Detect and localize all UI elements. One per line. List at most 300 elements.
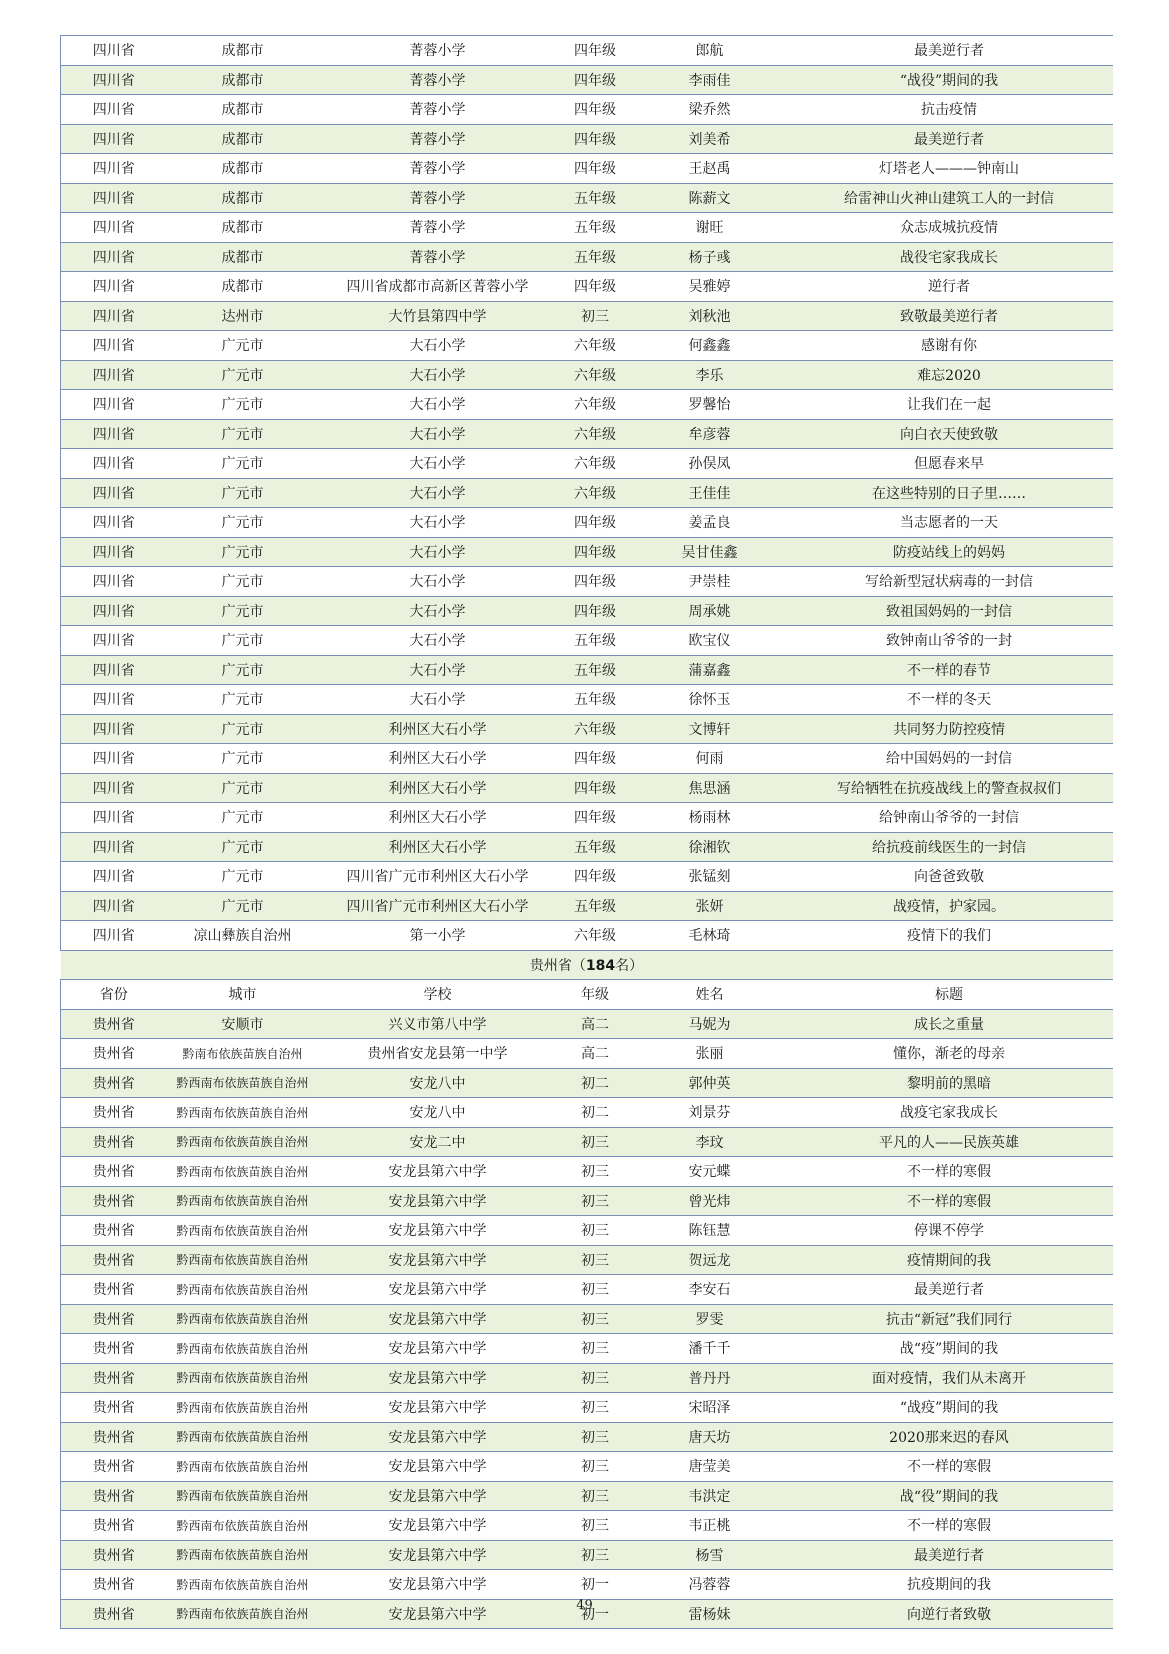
grade-cell: 六年级 xyxy=(557,449,634,479)
title-cell: 在这些特别的日子里…… xyxy=(786,478,1113,508)
name-cell: 安元蝶 xyxy=(634,1157,786,1187)
city-cell: 广元市 xyxy=(167,390,319,420)
province-cell: 贵州省 xyxy=(61,1452,167,1482)
title-cell: 战“疫”期间的我 xyxy=(786,1334,1113,1364)
document-page xyxy=(60,35,1112,1629)
school-cell: 大石小学 xyxy=(319,655,557,685)
province-cell: 四川省 xyxy=(61,862,167,892)
name-cell: 毛林琦 xyxy=(634,921,786,951)
grade-cell: 高二 xyxy=(557,1039,634,1069)
title-cell: 致祖国妈妈的一封信 xyxy=(786,596,1113,626)
province-cell: 贵州省 xyxy=(61,1216,167,1246)
city-cell: 广元市 xyxy=(167,862,319,892)
province-cell: 贵州省 xyxy=(61,1068,167,1098)
grade-cell: 四年级 xyxy=(557,95,634,125)
province-cell: 贵州省 xyxy=(61,1304,167,1334)
name-cell: 吴雅婷 xyxy=(634,272,786,302)
title-cell: 成长之重量 xyxy=(786,1009,1113,1039)
city-cell: 广元市 xyxy=(167,655,319,685)
name-cell: 周承姚 xyxy=(634,596,786,626)
section-title: 贵州省（184名） xyxy=(61,950,1113,980)
province-cell: 四川省 xyxy=(61,301,167,331)
city-cell: 广元市 xyxy=(167,331,319,361)
name-cell: 姜孟良 xyxy=(634,508,786,538)
title-cell: 黎明前的黑暗 xyxy=(786,1068,1113,1098)
grade-cell: 四年级 xyxy=(557,596,634,626)
title-cell: 战役宅家我成长 xyxy=(786,242,1113,272)
grade-cell: 四年级 xyxy=(557,862,634,892)
city-cell: 黔西南布依族苗族自治州 xyxy=(167,1422,319,1452)
name-cell: 蒲嘉鑫 xyxy=(634,655,786,685)
city-cell: 安顺市 xyxy=(167,1009,319,1039)
school-cell: 大石小学 xyxy=(319,508,557,538)
city-cell: 广元市 xyxy=(167,360,319,390)
name-cell: 韦洪定 xyxy=(634,1481,786,1511)
grade-cell: 六年级 xyxy=(557,478,634,508)
school-cell: 利州区大石小学 xyxy=(319,832,557,862)
school-cell: 大石小学 xyxy=(319,390,557,420)
name-cell: 李安石 xyxy=(634,1275,786,1305)
table-row xyxy=(61,1540,1113,1570)
table-row xyxy=(61,655,1113,685)
grade-cell: 五年级 xyxy=(557,626,634,656)
province-cell: 四川省 xyxy=(61,773,167,803)
grade-cell: 初三 xyxy=(557,1511,634,1541)
grade-cell: 初三 xyxy=(557,1422,634,1452)
table-row xyxy=(61,1039,1113,1069)
school-cell: 安龙县第六中学 xyxy=(319,1186,557,1216)
school-cell: 安龙县第六中学 xyxy=(319,1157,557,1187)
city-cell: 广元市 xyxy=(167,744,319,774)
table-row xyxy=(61,1127,1113,1157)
province-cell: 四川省 xyxy=(61,508,167,538)
name-cell: 孙俣凤 xyxy=(634,449,786,479)
province-cell: 四川省 xyxy=(61,95,167,125)
grade-cell: 初二 xyxy=(557,1068,634,1098)
table-row xyxy=(61,1098,1113,1128)
grade-cell: 五年级 xyxy=(557,891,634,921)
header-name: 姓名 xyxy=(634,980,786,1010)
title-cell: 战疫宅家我成长 xyxy=(786,1098,1113,1128)
province-cell: 四川省 xyxy=(61,213,167,243)
school-cell: 大石小学 xyxy=(319,596,557,626)
title-cell: 写给新型冠状病毒的一封信 xyxy=(786,567,1113,597)
grade-cell: 四年级 xyxy=(557,65,634,95)
school-cell: 菁蓉小学 xyxy=(319,95,557,125)
province-cell: 四川省 xyxy=(61,685,167,715)
table-row xyxy=(61,626,1113,656)
title-cell: 不一样的寒假 xyxy=(786,1157,1113,1187)
grade-cell: 四年级 xyxy=(557,803,634,833)
title-cell: 2020那来迟的春风 xyxy=(786,1422,1113,1452)
city-cell: 达州市 xyxy=(167,301,319,331)
grade-cell: 初一 xyxy=(557,1570,634,1600)
grade-cell: 四年级 xyxy=(557,36,634,66)
title-cell: 给钟南山爷爷的一封信 xyxy=(786,803,1113,833)
grade-cell: 初三 xyxy=(557,1304,634,1334)
city-cell: 黔西南布依族苗族自治州 xyxy=(167,1304,319,1334)
province-cell: 贵州省 xyxy=(61,1098,167,1128)
table-row xyxy=(61,1393,1113,1423)
table-row xyxy=(61,213,1113,243)
grade-cell: 五年级 xyxy=(557,242,634,272)
grade-cell: 五年级 xyxy=(557,213,634,243)
province-cell: 贵州省 xyxy=(61,1275,167,1305)
province-cell: 四川省 xyxy=(61,331,167,361)
name-cell: 李雨佳 xyxy=(634,65,786,95)
table-row xyxy=(61,921,1113,951)
city-cell: 成都市 xyxy=(167,213,319,243)
title-cell: 战疫情，护家园。 xyxy=(786,891,1113,921)
table-row xyxy=(61,1245,1113,1275)
name-cell: 牟彦蓉 xyxy=(634,419,786,449)
city-cell: 广元市 xyxy=(167,803,319,833)
school-cell: 安龙县第六中学 xyxy=(319,1393,557,1423)
school-cell: 安龙八中 xyxy=(319,1098,557,1128)
grade-cell: 六年级 xyxy=(557,419,634,449)
title-cell: 停课不停学 xyxy=(786,1216,1113,1246)
city-cell: 黔南布依族苗族自治州 xyxy=(167,1039,319,1069)
title-cell: 抗击“新冠”我们同行 xyxy=(786,1304,1113,1334)
table-row xyxy=(61,744,1113,774)
city-cell: 黔西南布依族苗族自治州 xyxy=(167,1481,319,1511)
province-cell: 四川省 xyxy=(61,419,167,449)
table-row xyxy=(61,862,1113,892)
school-cell: 贵州省安龙县第一中学 xyxy=(319,1039,557,1069)
name-cell: 陈薪文 xyxy=(634,183,786,213)
grade-cell: 四年级 xyxy=(557,272,634,302)
table-row xyxy=(61,301,1113,331)
title-cell: 战“役”期间的我 xyxy=(786,1481,1113,1511)
table-row xyxy=(61,390,1113,420)
school-cell: 菁蓉小学 xyxy=(319,183,557,213)
grade-cell: 初三 xyxy=(557,1393,634,1423)
title-cell: 最美逆行者 xyxy=(786,1275,1113,1305)
grade-cell: 初三 xyxy=(557,1245,634,1275)
title-cell: 防疫站线上的妈妈 xyxy=(786,537,1113,567)
title-cell: 让我们在一起 xyxy=(786,390,1113,420)
title-cell: 抗疫期间的我 xyxy=(786,1570,1113,1600)
city-cell: 黔西南布依族苗族自治州 xyxy=(167,1393,319,1423)
title-cell: 不一样的寒假 xyxy=(786,1511,1113,1541)
city-cell: 黔西南布依族苗族自治州 xyxy=(167,1068,319,1098)
province-cell: 四川省 xyxy=(61,183,167,213)
school-cell: 安龙县第六中学 xyxy=(319,1245,557,1275)
title-cell: 感谢有你 xyxy=(786,331,1113,361)
grade-cell: 初三 xyxy=(557,301,634,331)
province-cell: 贵州省 xyxy=(61,1481,167,1511)
city-cell: 黔西南布依族苗族自治州 xyxy=(167,1216,319,1246)
title-cell: “战役”期间的我 xyxy=(786,65,1113,95)
school-cell: 大石小学 xyxy=(319,419,557,449)
city-cell: 黔西南布依族苗族自治州 xyxy=(167,1275,319,1305)
title-cell: 向白衣天使致敬 xyxy=(786,419,1113,449)
school-cell: 利州区大石小学 xyxy=(319,803,557,833)
province-cell: 贵州省 xyxy=(61,1157,167,1187)
school-cell: 四川省成都市高新区菁蓉小学 xyxy=(319,272,557,302)
province-cell: 四川省 xyxy=(61,921,167,951)
awards-table xyxy=(60,35,1113,1629)
table-row xyxy=(61,1216,1113,1246)
school-cell: 菁蓉小学 xyxy=(319,124,557,154)
city-cell: 成都市 xyxy=(167,124,319,154)
name-cell: 罗馨怡 xyxy=(634,390,786,420)
table-row xyxy=(61,419,1113,449)
table-row xyxy=(61,242,1113,272)
city-cell: 黔西南布依族苗族自治州 xyxy=(167,1452,319,1482)
province-cell: 四川省 xyxy=(61,272,167,302)
table-row xyxy=(61,1481,1113,1511)
school-cell: 大石小学 xyxy=(319,626,557,656)
grade-cell: 初三 xyxy=(557,1452,634,1482)
school-cell: 安龙县第六中学 xyxy=(319,1275,557,1305)
school-cell: 大石小学 xyxy=(319,360,557,390)
name-cell: 李乐 xyxy=(634,360,786,390)
table-row xyxy=(61,508,1113,538)
city-cell: 广元市 xyxy=(167,508,319,538)
province-cell: 贵州省 xyxy=(61,1009,167,1039)
city-cell: 广元市 xyxy=(167,596,319,626)
grade-cell: 六年级 xyxy=(557,360,634,390)
province-cell: 四川省 xyxy=(61,803,167,833)
table-row xyxy=(61,183,1113,213)
province-cell: 贵州省 xyxy=(61,1363,167,1393)
table-row xyxy=(61,1422,1113,1452)
title-cell: 平凡的人——民族英雄 xyxy=(786,1127,1113,1157)
province-cell: 四川省 xyxy=(61,596,167,626)
table-row xyxy=(61,478,1113,508)
name-cell: 焦思涵 xyxy=(634,773,786,803)
city-cell: 成都市 xyxy=(167,65,319,95)
city-cell: 黔西南布依族苗族自治州 xyxy=(167,1186,319,1216)
city-cell: 成都市 xyxy=(167,154,319,184)
school-cell: 菁蓉小学 xyxy=(319,65,557,95)
grade-cell: 五年级 xyxy=(557,183,634,213)
province-cell: 四川省 xyxy=(61,124,167,154)
city-cell: 广元市 xyxy=(167,626,319,656)
table-row xyxy=(61,803,1113,833)
name-cell: 谢旺 xyxy=(634,213,786,243)
province-cell: 四川省 xyxy=(61,154,167,184)
city-cell: 黔西南布依族苗族自治州 xyxy=(167,1540,319,1570)
school-cell: 四川省广元市利州区大石小学 xyxy=(319,891,557,921)
table-row xyxy=(61,567,1113,597)
school-cell: 大石小学 xyxy=(319,478,557,508)
grade-cell: 六年级 xyxy=(557,331,634,361)
province-cell: 贵州省 xyxy=(61,1039,167,1069)
name-cell: 刘景芬 xyxy=(634,1098,786,1128)
name-cell: 王佳佳 xyxy=(634,478,786,508)
name-cell: 王赵禹 xyxy=(634,154,786,184)
header-province: 省份 xyxy=(61,980,167,1010)
name-cell: 罗雯 xyxy=(634,1304,786,1334)
grade-cell: 四年级 xyxy=(557,508,634,538)
grade-cell: 初三 xyxy=(557,1363,634,1393)
name-cell: 雷杨妹 xyxy=(634,1599,786,1629)
table-row xyxy=(61,1511,1113,1541)
school-cell: 菁蓉小学 xyxy=(319,213,557,243)
table-row xyxy=(61,596,1113,626)
school-cell: 大石小学 xyxy=(319,567,557,597)
name-cell: 郎航 xyxy=(634,36,786,66)
name-cell: 张锰刻 xyxy=(634,862,786,892)
grade-cell: 五年级 xyxy=(557,655,634,685)
table-row xyxy=(61,714,1113,744)
title-cell: 给雷神山火神山建筑工人的一封信 xyxy=(786,183,1113,213)
school-cell: 安龙县第六中学 xyxy=(319,1216,557,1246)
province-cell: 贵州省 xyxy=(61,1511,167,1541)
table-row xyxy=(61,1009,1113,1039)
section-count: 184 xyxy=(585,957,616,974)
title-cell: 不一样的春节 xyxy=(786,655,1113,685)
school-cell: 安龙县第六中学 xyxy=(319,1481,557,1511)
city-cell: 广元市 xyxy=(167,685,319,715)
school-cell: 菁蓉小学 xyxy=(319,154,557,184)
grade-cell: 六年级 xyxy=(557,921,634,951)
school-cell: 大石小学 xyxy=(319,685,557,715)
province-cell: 四川省 xyxy=(61,242,167,272)
city-cell: 黔西南布依族苗族自治州 xyxy=(167,1127,319,1157)
grade-cell: 初三 xyxy=(557,1127,634,1157)
table-row xyxy=(61,65,1113,95)
title-cell: 灯塔老人———钟南山 xyxy=(786,154,1113,184)
title-cell: 抗击疫情 xyxy=(786,95,1113,125)
title-cell: 最美逆行者 xyxy=(786,36,1113,66)
city-cell: 黔西南布依族苗族自治州 xyxy=(167,1334,319,1364)
title-cell: 但愿春来早 xyxy=(786,449,1113,479)
title-cell: 不一样的冬天 xyxy=(786,685,1113,715)
city-cell: 成都市 xyxy=(167,95,319,125)
header-city: 城市 xyxy=(167,980,319,1010)
school-cell: 利州区大石小学 xyxy=(319,744,557,774)
province-cell: 四川省 xyxy=(61,360,167,390)
province-cell: 贵州省 xyxy=(61,1570,167,1600)
table-row xyxy=(61,1334,1113,1364)
name-cell: 唐莹美 xyxy=(634,1452,786,1482)
province-cell: 贵州省 xyxy=(61,1393,167,1423)
province-cell: 贵州省 xyxy=(61,1245,167,1275)
province-cell: 贵州省 xyxy=(61,1334,167,1364)
grade-cell: 初三 xyxy=(557,1275,634,1305)
city-cell: 黔西南布依族苗族自治州 xyxy=(167,1511,319,1541)
name-cell: 曾光炜 xyxy=(634,1186,786,1216)
province-cell: 贵州省 xyxy=(61,1599,167,1629)
name-cell: 刘秋池 xyxy=(634,301,786,331)
name-cell: 刘美希 xyxy=(634,124,786,154)
title-cell: “战疫”期间的我 xyxy=(786,1393,1113,1423)
sichuan-section xyxy=(61,36,1113,951)
name-cell: 徐湘钦 xyxy=(634,832,786,862)
name-cell: 贺远龙 xyxy=(634,1245,786,1275)
name-cell: 潘千千 xyxy=(634,1334,786,1364)
province-cell: 四川省 xyxy=(61,655,167,685)
school-cell: 大石小学 xyxy=(319,537,557,567)
city-cell: 广元市 xyxy=(167,567,319,597)
grade-cell: 四年级 xyxy=(557,773,634,803)
table-row xyxy=(61,773,1113,803)
table-row xyxy=(61,1068,1113,1098)
grade-cell: 初三 xyxy=(557,1216,634,1246)
city-cell: 广元市 xyxy=(167,773,319,803)
name-cell: 欧宝仪 xyxy=(634,626,786,656)
name-cell: 杨雪 xyxy=(634,1540,786,1570)
city-cell: 黔西南布依族苗族自治州 xyxy=(167,1157,319,1187)
title-cell: 共同努力防控疫情 xyxy=(786,714,1113,744)
city-cell: 广元市 xyxy=(167,449,319,479)
city-cell: 广元市 xyxy=(167,478,319,508)
grade-cell: 四年级 xyxy=(557,744,634,774)
school-cell: 安龙县第六中学 xyxy=(319,1363,557,1393)
province-cell: 贵州省 xyxy=(61,1540,167,1570)
name-cell: 李玟 xyxy=(634,1127,786,1157)
name-cell: 马妮为 xyxy=(634,1009,786,1039)
school-cell: 安龙八中 xyxy=(319,1068,557,1098)
table-row xyxy=(61,272,1113,302)
grade-cell: 五年级 xyxy=(557,832,634,862)
province-cell: 贵州省 xyxy=(61,1127,167,1157)
title-cell: 逆行者 xyxy=(786,272,1113,302)
grade-cell: 初三 xyxy=(557,1334,634,1364)
province-cell: 四川省 xyxy=(61,36,167,66)
title-cell: 致钟南山爷爷的一封 xyxy=(786,626,1113,656)
school-cell: 安龙县第六中学 xyxy=(319,1422,557,1452)
table-row xyxy=(61,1570,1113,1600)
school-cell: 安龙县第六中学 xyxy=(319,1334,557,1364)
table-row xyxy=(61,891,1113,921)
title-cell: 最美逆行者 xyxy=(786,1540,1113,1570)
table-row xyxy=(61,360,1113,390)
name-cell: 杨雨林 xyxy=(634,803,786,833)
city-cell: 成都市 xyxy=(167,183,319,213)
title-cell: 致敬最美逆行者 xyxy=(786,301,1113,331)
province-cell: 四川省 xyxy=(61,832,167,862)
school-cell: 利州区大石小学 xyxy=(319,773,557,803)
city-cell: 成都市 xyxy=(167,242,319,272)
city-cell: 成都市 xyxy=(167,36,319,66)
table-row xyxy=(61,1452,1113,1482)
school-cell: 安龙县第六中学 xyxy=(319,1511,557,1541)
title-cell: 难忘2020 xyxy=(786,360,1113,390)
table-row xyxy=(61,1304,1113,1334)
name-cell: 梁乔然 xyxy=(634,95,786,125)
city-cell: 广元市 xyxy=(167,891,319,921)
city-cell: 广元市 xyxy=(167,714,319,744)
school-cell: 四川省广元市利州区大石小学 xyxy=(319,862,557,892)
title-cell: 疫情下的我们 xyxy=(786,921,1113,951)
province-cell: 贵州省 xyxy=(61,1186,167,1216)
title-cell: 向逆行者致敬 xyxy=(786,1599,1113,1629)
table-row xyxy=(61,537,1113,567)
name-cell: 尹崇桂 xyxy=(634,567,786,597)
grade-cell: 高二 xyxy=(557,1009,634,1039)
school-cell: 大石小学 xyxy=(319,331,557,361)
name-cell: 普丹丹 xyxy=(634,1363,786,1393)
table-row xyxy=(61,685,1113,715)
title-cell: 众志成城抗疫情 xyxy=(786,213,1113,243)
school-cell: 安龙县第六中学 xyxy=(319,1540,557,1570)
school-cell: 第一小学 xyxy=(319,921,557,951)
title-cell: 写给牺牲在抗疫战线上的警查叔叔们 xyxy=(786,773,1113,803)
title-cell: 疫情期间的我 xyxy=(786,1245,1113,1275)
table-row xyxy=(61,36,1113,66)
header-title: 标题 xyxy=(786,980,1113,1010)
grade-cell: 六年级 xyxy=(557,714,634,744)
grade-cell: 初三 xyxy=(557,1186,634,1216)
city-cell: 广元市 xyxy=(167,419,319,449)
title-cell: 给中国妈妈的一封信 xyxy=(786,744,1113,774)
city-cell: 成都市 xyxy=(167,272,319,302)
title-cell: 当志愿者的一天 xyxy=(786,508,1113,538)
